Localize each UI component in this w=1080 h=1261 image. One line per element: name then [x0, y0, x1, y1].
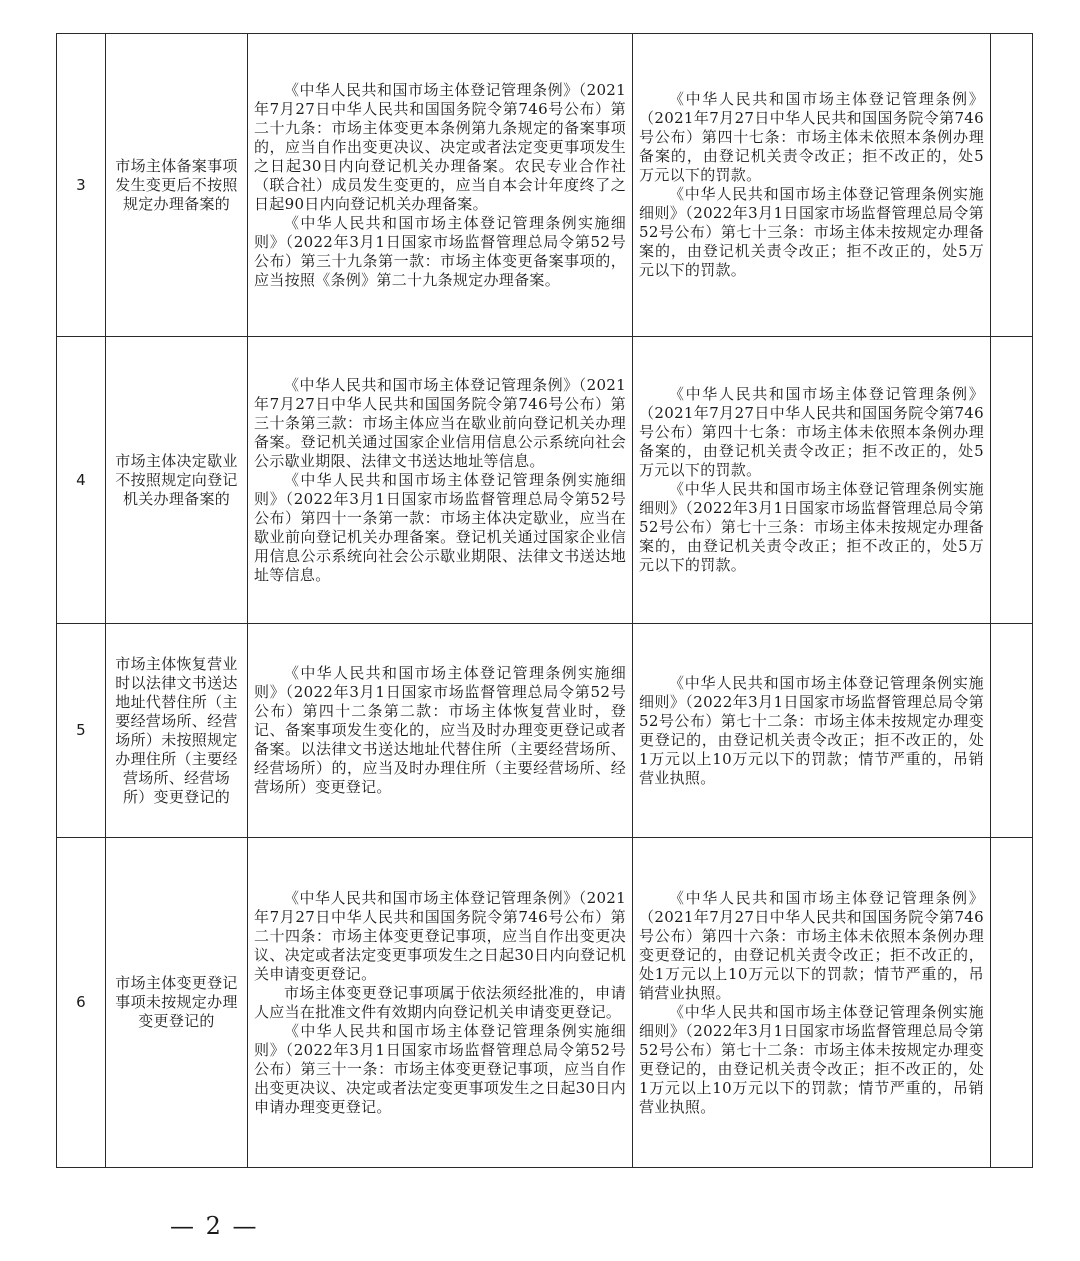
table-row — [57, 838, 1033, 1168]
legal-basis-cell — [248, 838, 633, 1168]
penalty-basis-paragraph: 《中华人民共和国市场主体登记管理条例》（2021年7月27日中华人民共和国国务院令第746号公布）第四十七条：市场主体未依照本条例办理备案的，由登记机关责令改正；拒不改正的，处5万元以下的罚款。 — [639, 385, 984, 479]
regulation-table — [56, 33, 1033, 1168]
blank-cell — [991, 34, 1033, 337]
penalty-basis-paragraph: 《中华人民共和国市场主体登记管理条例实施细则》（2022年3月1日国家市场监督管理总局令第52号公布）第七十二条：市场主体未按规定办理变更登记的，由登记机关责令改正；拒不改正的，处1万元以上10万元以下的罚款；情节严重的，吊销营业执照。 — [639, 1002, 984, 1116]
legal-basis-paragraph: 《中华人民共和国市场主体登记管理条例实施细则》（2022年3月1日国家市场监督管理总局令第52号公布）第四十一条第一款：市场主体决定歇业，应当在歇业前向登记机关办理备案。登记机关通过国家企业信用信息公示系统向社会公示歇业期限、法律文书送达地址等信息。 — [254, 470, 626, 584]
penalty-basis-paragraph: 《中华人民共和国市场主体登记管理条例实施细则》（2022年3月1日国家市场监督管理总局令第52号公布）第七十三条：市场主体未按规定办理备案的，由登记机关责令改正；拒不改正的，处5万元以下的罚款。 — [639, 480, 984, 574]
penalty-basis-paragraph: 《中华人民共和国市场主体登记管理条例实施细则》（2022年3月1日国家市场监督管理总局令第52号公布）第七十二条：市场主体未按规定办理变更登记的，由登记机关责令改正；拒不改正的，处1万元以上10万元以下的罚款；情节严重的，吊销营业执照。 — [639, 673, 984, 787]
row-number: 5 — [57, 624, 106, 838]
penalty-basis-paragraph: 《中华人民共和国市场主体登记管理条例实施细则》（2022年3月1日国家市场监督管理总局令第52号公布）第七十三条：市场主体未按规定办理备案的，由登记机关责令改正；拒不改正的，处5万元以下的罚款。 — [639, 185, 984, 279]
row-number: 6 — [57, 838, 106, 1168]
penalty-basis-cell — [633, 838, 991, 1168]
table-row — [57, 34, 1033, 337]
violation-name: 市场主体变更登记事项未按规定办理变更登记的 — [106, 838, 248, 1168]
penalty-basis-cell — [633, 34, 991, 337]
table-row — [57, 337, 1033, 624]
penalty-basis-paragraph: 《中华人民共和国市场主体登记管理条例》（2021年7月27日中华人民共和国国务院令第746号公布）第四十六条：市场主体未依照本条例办理变更登记的，由登记机关责令改正；拒不改正的，处1万元以上10万元以下的罚款；情节严重的，吊销营业执照。 — [639, 888, 984, 1002]
penalty-basis-cell — [633, 337, 991, 624]
violation-name: 市场主体备案事项发生变更后不按照规定办理备案的 — [106, 34, 248, 337]
penalty-basis-paragraph: 《中华人民共和国市场主体登记管理条例》（2021年7月27日中华人民共和国国务院令第746号公布）第四十七条：市场主体未依照本条例办理备案的，由登记机关责令改正；拒不改正的，处5万元以下的罚款。 — [639, 90, 984, 184]
legal-basis-paragraph: 《中华人民共和国市场主体登记管理条例实施细则》（2022年3月1日国家市场监督管理总局令第52号公布）第三十九条第一款：市场主体变更备案事项的，应当按照《条例》第二十九条规定办理备案。 — [254, 213, 626, 289]
page-number: — 2 — — [170, 1212, 259, 1240]
row-number: 3 — [57, 34, 106, 337]
legal-basis-paragraph: 市场主体变更登记事项属于依法须经批准的，申请人应当在批准文件有效期内向登记机关申请变更登记。 — [254, 983, 626, 1021]
legal-basis-paragraph: 《中华人民共和国市场主体登记管理条例》（2021年7月27日中华人民共和国国务院令第746号公布）第三十条第三款：市场主体应当在歇业前向登记机关办理备案。登记机关通过国家企业信用信息公示系统向社会公示歇业期限、法律文书送达地址等信息。 — [254, 375, 626, 470]
legal-basis-paragraph: 《中华人民共和国市场主体登记管理条例》（2021年7月27日中华人民共和国国务院令第746号公布）第二十四条：市场主体变更登记事项，应当自作出变更决议、决定或者法定变更事项发生之日起30日内向登记机关申请变更登记。 — [254, 888, 626, 983]
blank-cell — [991, 624, 1033, 838]
blank-cell — [991, 337, 1033, 624]
blank-cell — [991, 838, 1033, 1168]
legal-basis-cell — [248, 624, 633, 838]
legal-basis-cell — [248, 34, 633, 337]
violation-name: 市场主体决定歇业不按照规定向登记机关办理备案的 — [106, 337, 248, 624]
legal-basis-paragraph: 《中华人民共和国市场主体登记管理条例》（2021年7月27日中华人民共和国国务院令第746号公布）第二十九条：市场主体变更本条例第九条规定的备案事项的，应当自作出变更决议、决定或者法定变更事项发生之日起30日内向登记机关办理备案。农民专业合作社（联合社）成员发生变更的，应当自本会计年度终了之日起90日内向登记机关办理备案。 — [254, 80, 626, 213]
penalty-basis-cell — [633, 624, 991, 838]
table-row — [57, 624, 1033, 838]
legal-basis-cell — [248, 337, 633, 624]
legal-basis-paragraph: 《中华人民共和国市场主体登记管理条例实施细则》（2022年3月1日国家市场监督管理总局令第52号公布）第三十一条：市场主体变更登记事项，应当自作出变更决议、决定或者法定变更事项发生之日起30日内申请办理变更登记。 — [254, 1021, 626, 1116]
violation-name: 市场主体恢复营业时以法律文书送达地址代替住所（主要经营场所、经营场所）未按照规定办理住所（主要经营场所、经营场所）变更登记的 — [106, 624, 248, 838]
row-number: 4 — [57, 337, 106, 624]
legal-basis-paragraph: 《中华人民共和国市场主体登记管理条例实施细则》（2022年3月1日国家市场监督管理总局令第52号公布）第四十二条第二款：市场主体恢复营业时，登记、备案事项发生变化的，应当及时办理变更登记或者备案。以法律文书送达地址代替住所（主要经营场所、经营场所）的，应当及时办理住所（主要经营场所、经营场所）变更登记。 — [254, 664, 626, 796]
